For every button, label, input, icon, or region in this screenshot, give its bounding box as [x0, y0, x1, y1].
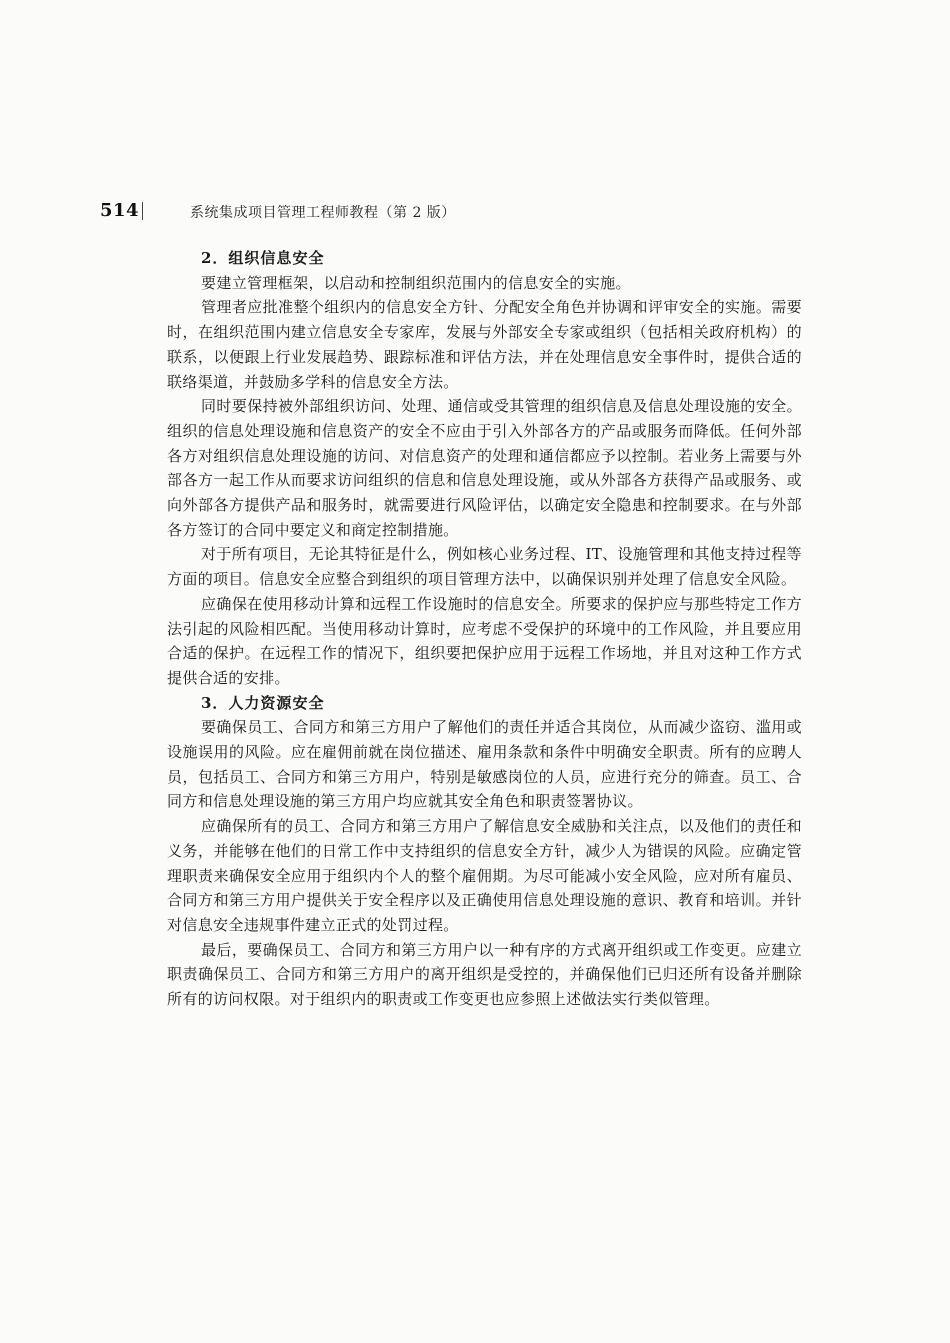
section-human-resources-security: [167, 691, 802, 1012]
section-heading: 2．组织信息安全: [201, 249, 325, 267]
paragraph: 同时要保持被外部组织访问、处理、通信或受其管理的组织信息及信息处理设施的安全。组织的信息处理设施和信息资产的安全不应由于引入外部各方的产品或服务而降低。任何外部各方对组织信息处理设施的访问、对信息资产的处理和通信都应予以控制。若业务上需要与外部各方一起工作从而要求访问组织的信息和信息处理设施，或从外部各方获得产品或服务、或向外部各方提供产品和服务时，就需要进行风险评估，以确定安全隐患和控制要求。在与外部各方签订的合同中要定义和商定控制措施。: [167, 397, 802, 539]
paragraph: 要建立管理框架，以启动和控制组织范围内的信息安全的实施。: [201, 273, 631, 292]
paragraph: 要确保员工、合同方和第三方用户了解他们的责任并适合其岗位，从而减少盗窃、滥用或设施误用的风险。应在雇佣前就在岗位描述、雇用条款和条件中明确安全职责。所有的应聘人员，包括员工、合同方和第三方用户，特别是敏感岗位的人员，应进行充分的筛查。员工、合同方和信息处理设施的第三方用户均应就其安全角色和职责签署协议。: [167, 718, 802, 811]
section-organization-security: [167, 246, 802, 691]
page-number: 514: [100, 200, 140, 221]
paragraph: 最后，要确保员工、合同方和第三方用户以一种有序的方式离开组织或工作变更。应建立职责确保员工、合同方和第三方用户的离开组织是受控的，并确保他们已归还所有设备并删除所有的访问权限。对于组织内的职责或工作变更也应参照上述做法实行类似管理。: [167, 940, 802, 1009]
header-divider: [142, 202, 143, 220]
section-heading: 3．人力资源安全: [201, 693, 325, 712]
paragraph: 管理者应批准整个组织内的信息安全方针、分配安全角色并协调和评审安全的实施。需要时，在组织范围内建立信息安全专家库，发展与外部安全专家或组织（包括相关政府机构）的联系，以便跟上行业发展趋势、跟踪标准和评估方法，并在处理信息安全事件时，提供合适的联络渠道，并鼓励多学科的信息安全方法。: [167, 298, 802, 391]
body-text: [167, 246, 802, 1012]
paragraph: 应确保所有的员工、合同方和第三方用户了解信息安全威胁和关注点，以及他们的责任和义务，并能够在他们的日常工作中支持组织的信息安全方针，减少人为错误的风险。应确定管理职责来确保安全应用于组织内个人的整个雇佣期。为尽可能减小安全风险，应对所有雇员、合同方和第三方用户提供关于安全程序以及正确使用信息处理设施的意识、教育和培训。并针对信息安全违规事件建立正式的处罚过程。: [167, 817, 802, 934]
paragraph: 对于所有项目，无论其特征是什么，例如核心业务过程、IT、设施管理和其他支持过程等方面的项目。信息安全应整合到组织的项目管理方法中，以确保识别并处理了信息安全风险。: [167, 545, 802, 589]
book-title: 系统集成项目管理工程师教程（第 2 版）: [190, 205, 456, 221]
paragraph: 应确保在使用移动计算和远程工作设施时的信息安全。所要求的保护应与那些特定工作方法引起的风险相匹配。当使用移动计算时，应考虑不受保护的环境中的工作风险，并且要应用合适的保护。在远程工作的情况下，组织要把保护应用于远程工作场地，并且对这种工作方式提供合适的安排。: [167, 594, 802, 687]
page-header: [100, 200, 860, 224]
